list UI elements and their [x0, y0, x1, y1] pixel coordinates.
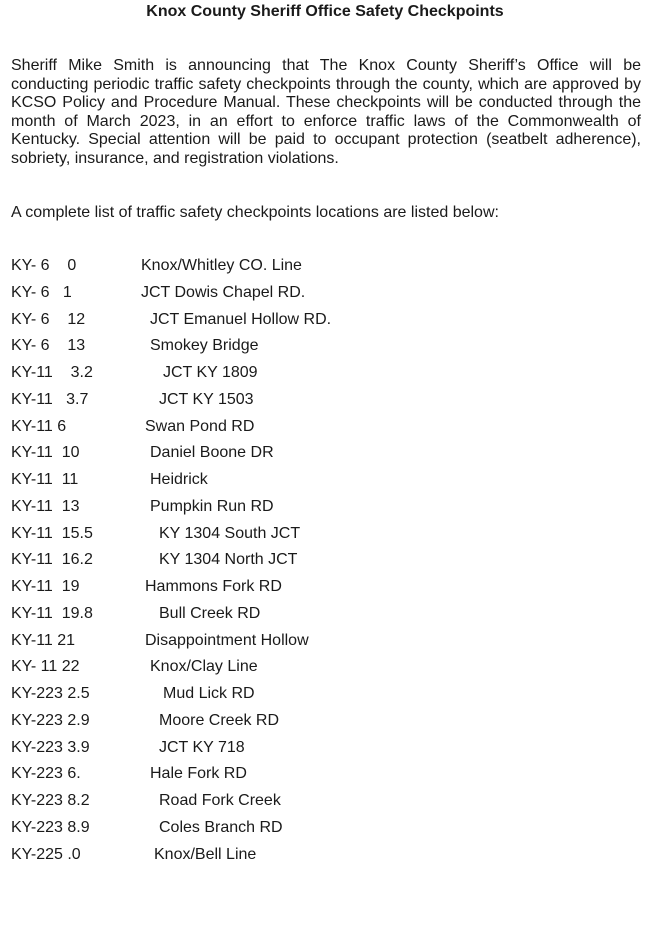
checkpoint-road-mile: KY-11 21	[11, 631, 76, 649]
checkpoint-road-mile: KY- 6 1	[11, 283, 72, 301]
checkpoint-location: JCT KY 1809	[163, 364, 258, 381]
checkpoint-location: KY 1304 North JCT	[159, 551, 298, 569]
checkpoint-road-mile: KY- 6 13	[11, 337, 86, 355]
checkpoint-location: Bull Creek RD	[159, 604, 261, 622]
checkpoint-row	[11, 630, 631, 657]
checkpoint-road-mile: KY-11 6	[11, 417, 67, 435]
checkpoint-row	[11, 523, 631, 550]
checkpoint-row	[11, 844, 631, 871]
checkpoint-location: KY 1304 South JCT	[159, 524, 301, 542]
checkpoint-location: Daniel Boone DR	[150, 444, 274, 462]
checkpoint-location: Pumpkin Run RD	[150, 497, 274, 515]
checkpoint-location: Road Fork Creek	[159, 792, 281, 809]
checkpoint-row	[11, 710, 631, 737]
checkpoint-road-mile: KY-223 3.9	[11, 738, 90, 756]
checkpoint-location: Moore Creek RD	[159, 711, 280, 729]
checkpoint-row	[11, 549, 631, 576]
checkpoint-row	[11, 496, 631, 523]
list-introduction: A complete list of traffic safety checkpoints locations are listed below:	[11, 204, 499, 221]
checkpoint-row	[11, 469, 631, 496]
checkpoint-location: JCT Emanuel Hollow RD.	[150, 310, 332, 328]
checkpoint-location: Smokey Bridge	[150, 337, 259, 355]
checkpoint-location: Knox/Clay Line	[150, 658, 258, 676]
checkpoint-road-mile: KY-11 11	[11, 471, 79, 488]
checkpoint-location: JCT KY 1503	[159, 390, 254, 408]
checkpoint-row	[11, 576, 631, 603]
checkpoint-road-mile: KY-11 3.2	[11, 364, 93, 381]
checkpoint-road-mile: KY-223 8.9	[11, 818, 90, 836]
checkpoint-location: Coles Branch RD	[159, 818, 283, 836]
checkpoint-row	[11, 656, 631, 683]
checkpoint-row	[11, 737, 631, 764]
checkpoint-road-mile: KY-223 6.	[11, 765, 81, 783]
checkpoint-road-mile: KY- 11 22	[11, 658, 80, 676]
checkpoint-row	[11, 362, 631, 389]
checkpoint-row	[11, 389, 631, 416]
checkpoint-road-mile: KY-11 15.5	[11, 524, 93, 542]
checkpoint-road-mile: KY-223 2.9	[11, 711, 90, 729]
checkpoint-location: Heidrick	[150, 471, 208, 488]
checkpoint-location: Hale Fork RD	[150, 765, 247, 783]
checkpoint-location: Disappointment Hollow	[145, 631, 309, 649]
checkpoint-road-mile: KY- 6 12	[11, 310, 86, 328]
checkpoint-row	[11, 255, 631, 282]
checkpoint-row	[11, 763, 631, 790]
checkpoint-row	[11, 790, 631, 817]
checkpoint-road-mile: KY-11 19.8	[11, 604, 93, 622]
checkpoint-location: Swan Pond RD	[145, 417, 255, 435]
checkpoint-location: Knox/Whitley CO. Line	[141, 257, 302, 274]
checkpoint-location: Hammons Fork RD	[145, 578, 282, 595]
checkpoint-road-mile: KY- 6 0	[11, 257, 77, 274]
checkpoint-location: Mud Lick RD	[163, 685, 255, 702]
checkpoint-list	[11, 255, 631, 870]
checkpoint-road-mile: KY-223 8.2	[11, 792, 90, 809]
checkpoint-row	[11, 817, 631, 844]
document-title: Knox County Sheriff Office Safety Checkpoints	[146, 3, 504, 20]
checkpoint-road-mile: KY-11 19	[11, 578, 80, 595]
checkpoint-location: JCT Dowis Chapel RD.	[141, 283, 306, 301]
checkpoint-row	[11, 442, 631, 469]
checkpoint-row	[11, 603, 631, 630]
checkpoint-row	[11, 335, 631, 362]
checkpoint-road-mile: KY-225 .0	[11, 845, 81, 863]
checkpoint-road-mile: KY-11 10	[11, 444, 80, 462]
announcement-paragraph: Sheriff Mike Smith is announcing that The Knox County Sheriff’s Office will be conducting periodic traffic safety checkpoints through the county, which are approved by KCSO Policy and Procedure Manual. These checkpoints will be conducted through the month of March 2023, in an effort to enforce traffic laws of the Commonwealth of Kentucky. Special attention will be paid to occupant protection (seatbelt adherence), sobriety, insurance, and registration violations.	[11, 57, 641, 167]
checkpoint-road-mile: KY-11 13	[11, 497, 80, 515]
checkpoint-road-mile: KY-223 2.5	[11, 685, 90, 702]
checkpoint-row	[11, 683, 631, 710]
checkpoint-location: JCT KY 718	[159, 738, 245, 756]
checkpoint-row	[11, 282, 631, 309]
checkpoint-row	[11, 416, 631, 443]
checkpoint-road-mile: KY-11 16.2	[11, 551, 93, 569]
checkpoint-location: Knox/Bell Line	[154, 845, 257, 863]
checkpoint-row	[11, 309, 631, 336]
checkpoint-road-mile: KY-11 3.7	[11, 390, 89, 408]
